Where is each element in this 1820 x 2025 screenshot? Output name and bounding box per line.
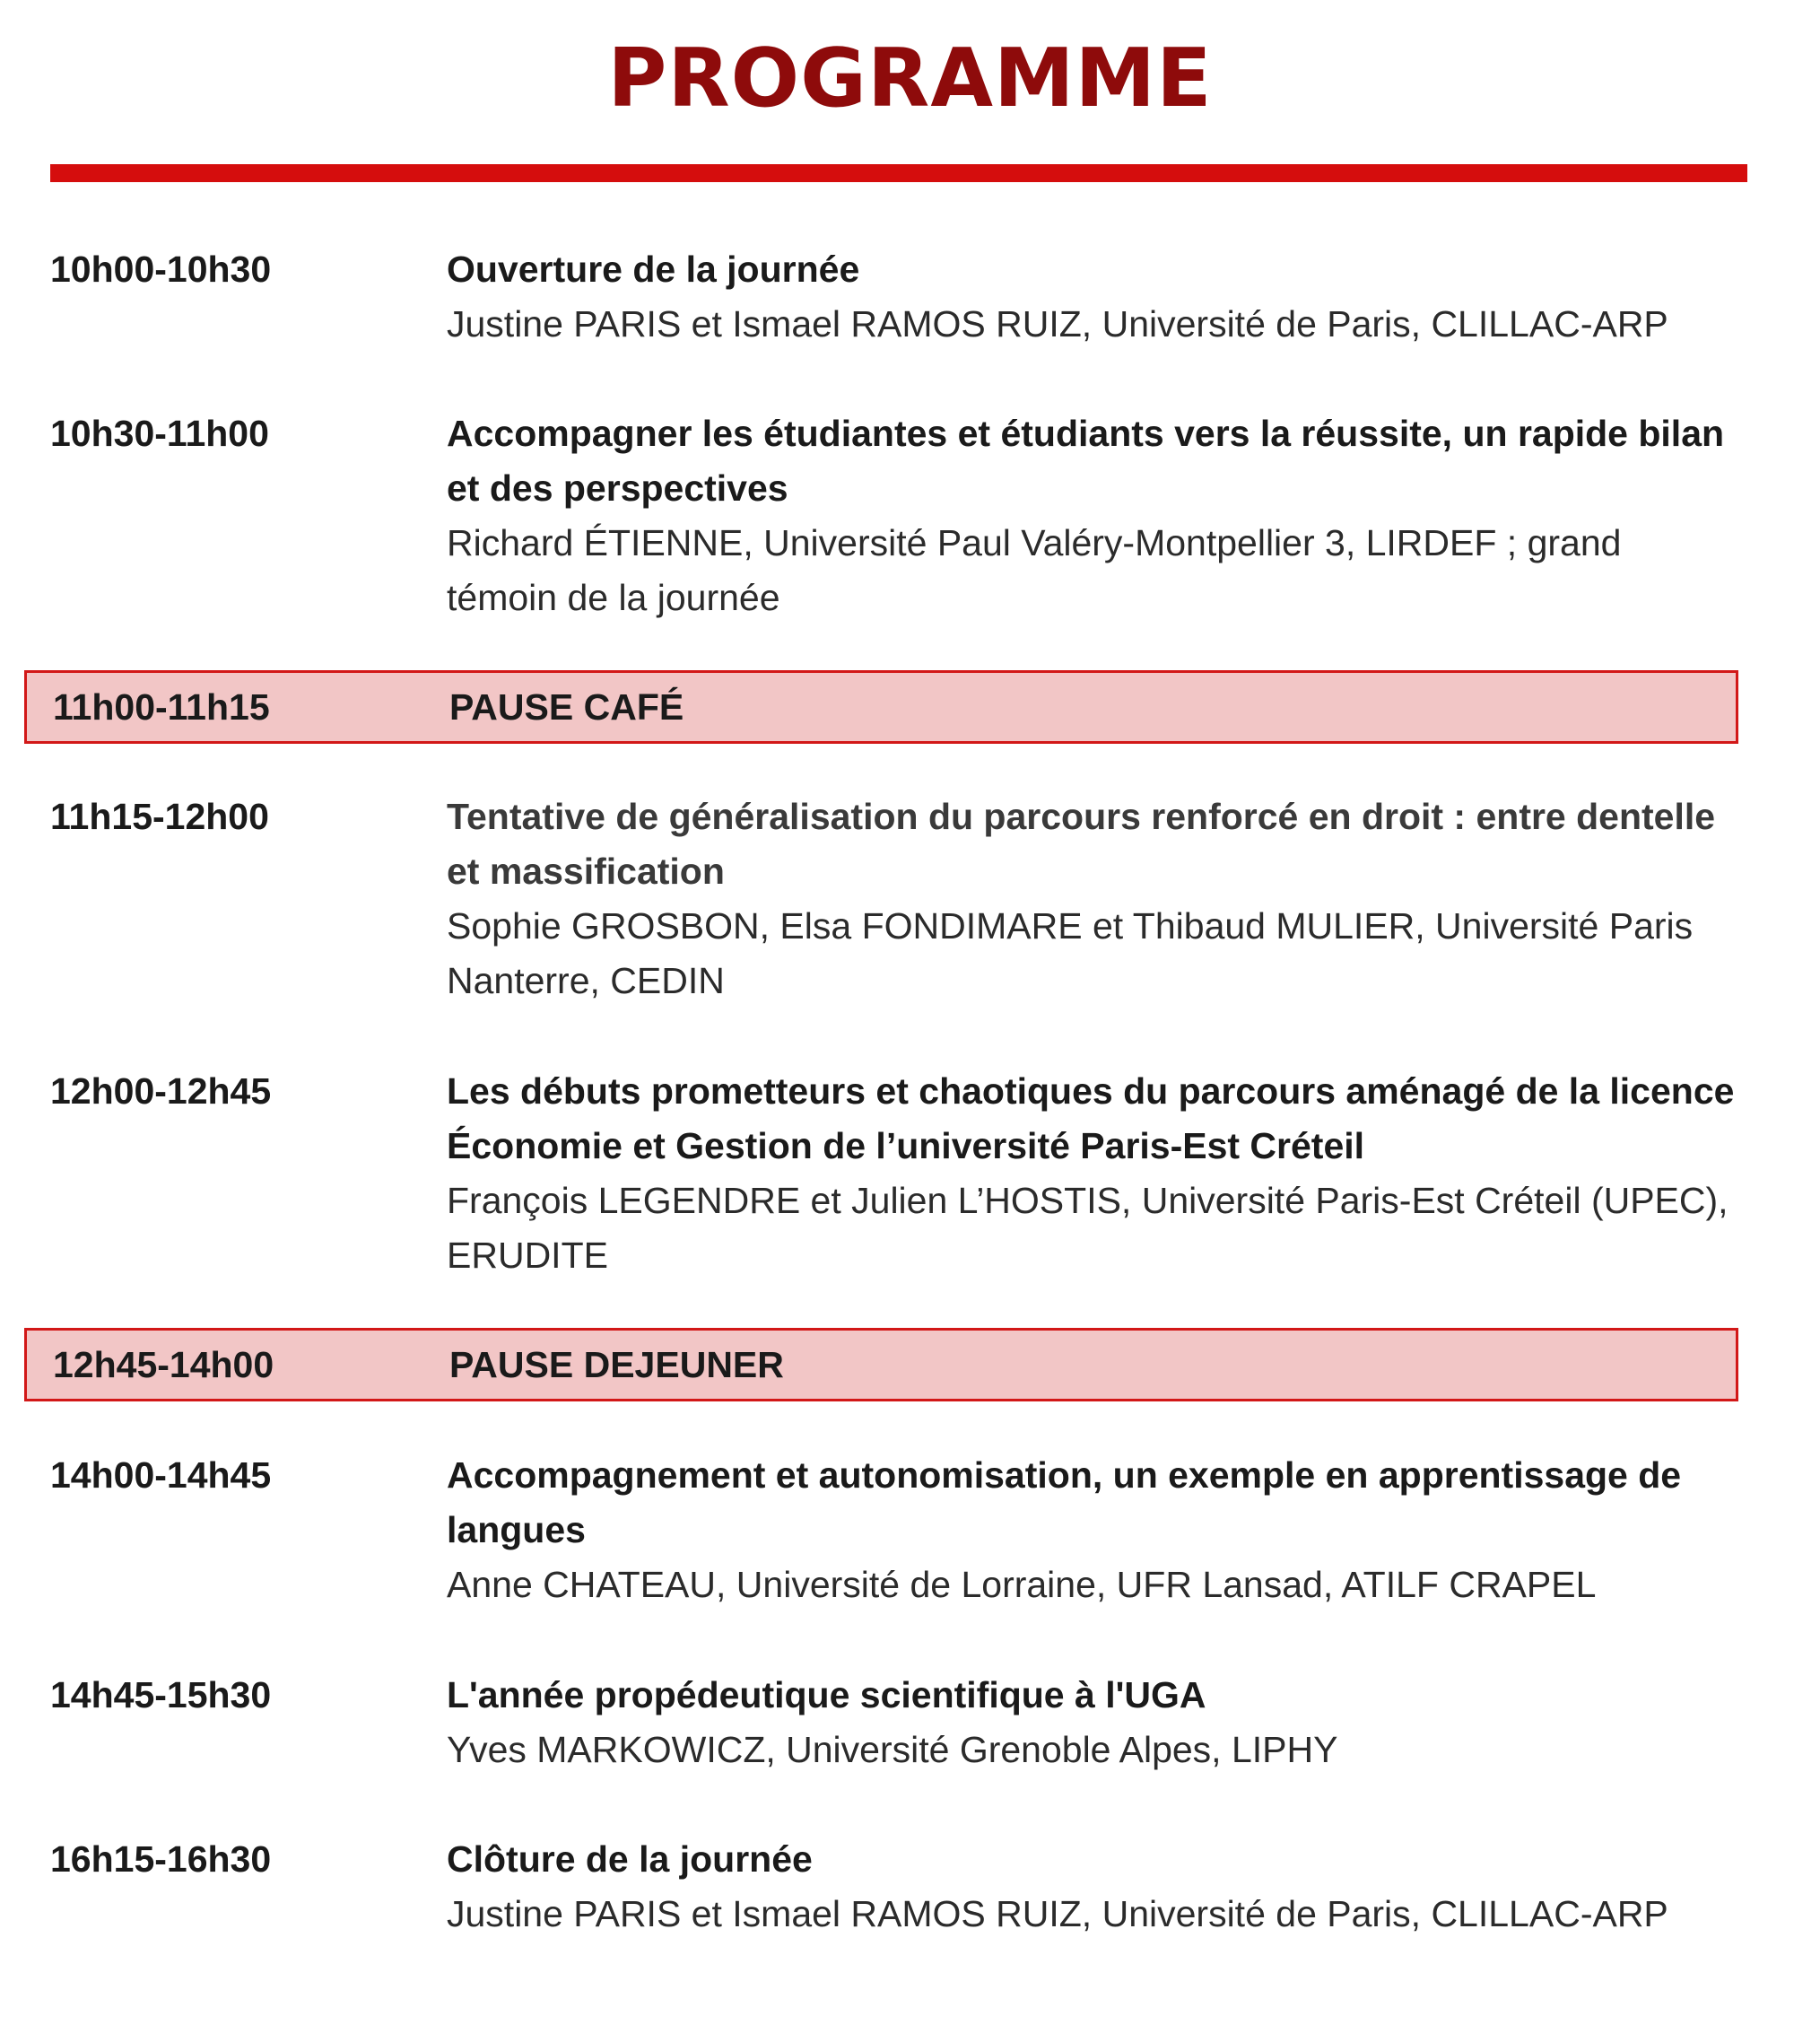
session-title: Les débuts prometteurs et chaotiques du parcours aménagé de la licence Économie et Gestion de l’université Paris-Est Créteil (447, 1070, 1735, 1166)
session-speakers: Justine PARIS et Ismael RAMOS RUIZ, Université de Paris, CLILLAC-ARP (447, 303, 1668, 345)
session-time: 11h15-12h00 (50, 796, 269, 837)
session-speakers: Sophie GROSBON, Elsa FONDIMARE et Thibaud MULIER, Université Paris Nanterre, CEDIN (447, 905, 1694, 1001)
session-title: L'année propédeutique scientifique à l'UGA (447, 1674, 1206, 1715)
session-time: 12h00-12h45 (50, 1070, 272, 1112)
session-time: 16h15-16h30 (50, 1838, 272, 1880)
session-time: 10h30-11h00 (50, 413, 269, 454)
session-speakers: Yves MARKOWICZ, Université Grenoble Alpes, LIPHY (447, 1729, 1338, 1770)
pause-time: 11h00-11h15 (53, 686, 270, 728)
session-title: Clôture de la journée (447, 1838, 813, 1880)
session-title: Ouverture de la journée (447, 249, 860, 290)
session-content (447, 242, 1738, 352)
session-content (447, 1668, 1738, 1777)
session-time: 14h45-15h30 (50, 1674, 272, 1715)
pause-label: PAUSE DEJEUNER (449, 1344, 784, 1385)
session-content (447, 1064, 1738, 1283)
session-content (447, 1448, 1738, 1612)
session-time: 10h00-10h30 (50, 249, 272, 290)
session-content (447, 1832, 1738, 1942)
session-content (447, 406, 1738, 625)
session-speakers: Anne CHATEAU, Université de Lorraine, UFR Lansad, ATILF CRAPEL (447, 1564, 1597, 1605)
title-divider (50, 164, 1747, 182)
session-title: Accompagnement et autonomisation, un exemple en apprentissage de langues (447, 1454, 1682, 1550)
session-title: Tentative de généralisation du parcours renforcé en droit : entre dentelle et massification (447, 796, 1716, 892)
pause-row (24, 1328, 1738, 1401)
session-content (447, 790, 1738, 1008)
pause-label: PAUSE CAFÉ (449, 686, 684, 728)
session-title: Accompagner les étudiantes et étudiants vers la réussite, un rapide bilan et des perspectives (447, 413, 1725, 509)
pause-row (24, 670, 1738, 744)
session-speakers: François LEGENDRE et Julien L’HOSTIS, Université Paris-Est Créteil (UPEC), ERUDITE (447, 1180, 1729, 1276)
session-speakers: Richard ÉTIENNE, Université Paul Valéry-Montpellier 3, LIRDEF ; grand témoin de la journée (447, 522, 1622, 618)
session-time: 14h00-14h45 (50, 1454, 272, 1496)
pause-time: 12h45-14h00 (53, 1344, 274, 1385)
session-speakers: Justine PARIS et Ismael RAMOS RUIZ, Université de Paris, CLILLAC-ARP (447, 1893, 1668, 1934)
page-title: PROGRAMME (607, 31, 1213, 126)
